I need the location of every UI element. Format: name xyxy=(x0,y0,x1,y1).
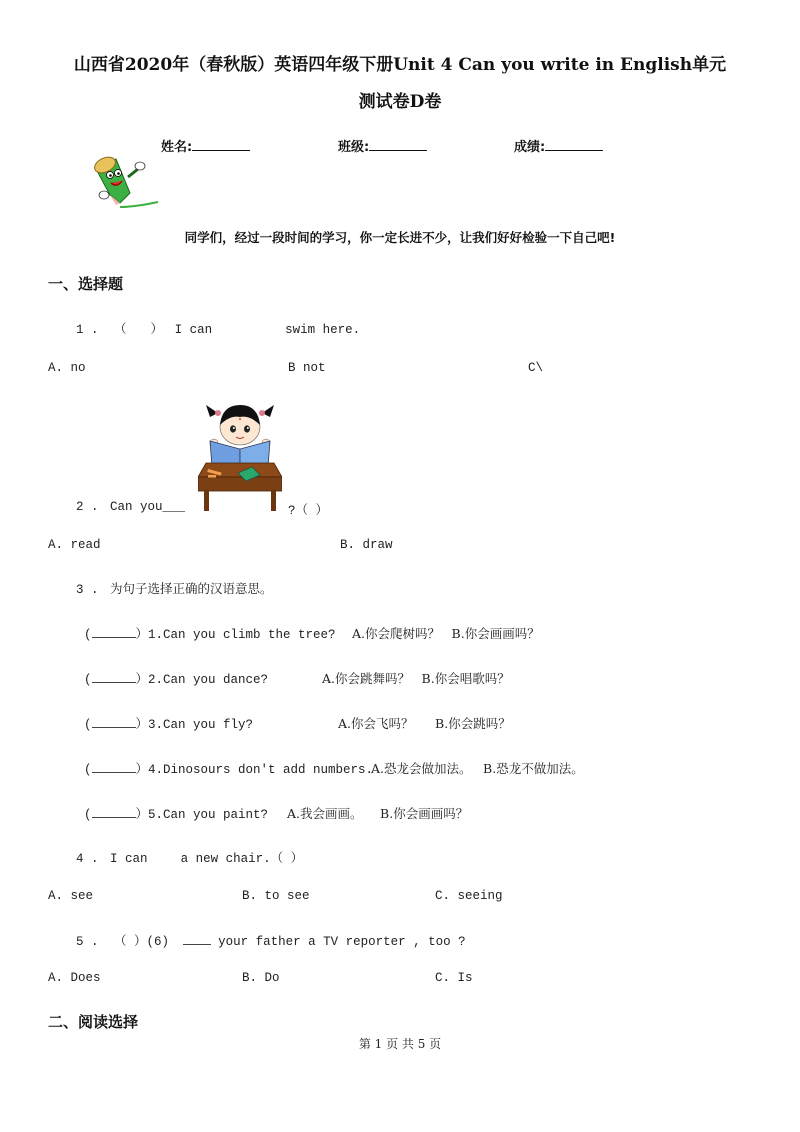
q1-stem-a: I can xyxy=(174,323,213,337)
q4-number: 4 . xyxy=(76,852,99,866)
intro-text: 同学们，经过一段时间的学习，你一定长进不少，让我们好好检验一下自己吧! xyxy=(184,230,616,245)
class-label: 班级: xyxy=(338,140,370,155)
q5-option-b[interactable]: B. Do xyxy=(242,971,280,985)
q4-stem-a: I can xyxy=(110,852,148,866)
question-4 xyxy=(76,848,303,866)
class-field[interactable] xyxy=(338,136,427,155)
page-footer: 第 1 页 共 5 页 xyxy=(358,1037,442,1051)
q3-item-1-a: A.你会爬树吗？ xyxy=(352,626,441,641)
q3-item-4-choices xyxy=(371,759,584,777)
girl-reading-image xyxy=(198,397,282,512)
q3-item-5: ( ）5.Can you paint? xyxy=(84,808,269,822)
q3-item-3-a: A.你会飞吗？ xyxy=(338,716,414,731)
name-label: 姓名: xyxy=(161,140,193,155)
q3-item-1-b: B.你会画画吗？ xyxy=(451,626,540,641)
q2-tail: ?（ ） xyxy=(288,504,329,518)
document-title-line1: 山西省2020年（春秋版）英语四年级下册Unit 4 Can you write in English单元 xyxy=(73,55,727,75)
q3-item-2-choices xyxy=(322,669,510,687)
pencil-mascot-icon xyxy=(90,155,160,213)
section-heading-choice: 一、选择题 xyxy=(48,275,124,293)
question-2 xyxy=(76,500,185,514)
q3-item-3-en: ）3.Can you fly? xyxy=(135,718,254,732)
q3-stem: 为句子选择正确的汉语意思。 xyxy=(110,581,273,596)
q3-item-5-b: B.你会画画吗？ xyxy=(380,806,469,821)
score-field[interactable] xyxy=(514,136,603,155)
document-title-line2: 测试卷D卷 xyxy=(358,92,442,112)
q3-number: 3 . xyxy=(76,583,99,597)
class-blank[interactable] xyxy=(369,138,427,151)
q4-option-c[interactable]: C. seeing xyxy=(435,889,503,903)
q4-option-a[interactable]: A. see xyxy=(48,889,94,903)
q3-item-1-choices xyxy=(352,624,540,642)
q2-number: 2 . xyxy=(76,500,99,514)
q5-blank[interactable] xyxy=(183,934,211,945)
q1-option-a[interactable]: A. no xyxy=(48,361,86,375)
q2-stem: Can you___ xyxy=(110,500,186,514)
q3-item-3: ( ）3.Can you fly? xyxy=(84,718,254,732)
q3-item-1-blank[interactable] xyxy=(92,627,136,638)
q3-item-3-blank[interactable] xyxy=(92,717,136,728)
q1-option-c[interactable]: C\ xyxy=(528,361,544,375)
q3-item-2-b: B.你会唱歌吗？ xyxy=(421,671,510,686)
section-heading-reading: 二、阅读选择 xyxy=(48,1013,139,1031)
q5-option-a[interactable]: A. Does xyxy=(48,971,101,985)
question-1 xyxy=(76,319,360,337)
score-label: 成绩: xyxy=(514,140,546,155)
q3-item-1-en: ）1.Can you climb the tree? xyxy=(135,628,336,642)
question-5 xyxy=(76,931,466,949)
q3-item-2: ( ）2.Can you dance? xyxy=(84,673,269,687)
q2-option-a[interactable]: A. read xyxy=(48,538,101,552)
q5-option-c[interactable]: C. Is xyxy=(435,971,473,985)
question-3 xyxy=(76,579,273,597)
q4-option-b[interactable]: B. to see xyxy=(242,889,310,903)
q3-item-4-a: A.恐龙会做加法。 xyxy=(371,761,472,776)
name-blank[interactable] xyxy=(192,138,250,151)
q3-item-2-en: ）2.Can you dance? xyxy=(135,673,269,687)
q3-item-4: ( ）4.Dinosours don't add numbers. xyxy=(84,763,374,777)
q1-number: 1 . xyxy=(76,323,99,337)
q3-item-3-b: B.你会跳吗？ xyxy=(435,716,511,731)
q3-item-4-en: ）4.Dinosours don't add numbers. xyxy=(135,763,374,777)
score-blank[interactable] xyxy=(545,138,603,151)
q3-item-4-b: B.恐龙不做加法。 xyxy=(483,761,584,776)
q1-paren-close: ） xyxy=(150,323,164,337)
q2-option-b[interactable]: B. draw xyxy=(340,538,393,552)
q3-item-2-a: A.你会跳舞吗？ xyxy=(322,671,411,686)
name-field[interactable] xyxy=(161,136,250,155)
q4-stem-b: a new chair.（ ） xyxy=(180,852,304,866)
q1-paren-open: （ xyxy=(114,323,127,337)
q3-item-5-en: ）5.Can you paint? xyxy=(135,808,269,822)
q1-stem-b: swim here. xyxy=(285,323,361,337)
q3-item-2-blank[interactable] xyxy=(92,672,136,683)
q5-stem-a: （ ）(6) xyxy=(114,935,170,949)
q3-item-3-choices xyxy=(338,714,511,732)
q5-stem-b: your father a TV reporter , too ? xyxy=(218,935,466,949)
q3-item-5-a: A.我会画画。 xyxy=(287,806,363,821)
q3-item-4-blank[interactable] xyxy=(92,762,136,773)
q3-item-5-blank[interactable] xyxy=(92,807,136,818)
q3-item-5-choices xyxy=(287,804,468,822)
q1-option-b[interactable]: B not xyxy=(288,361,326,375)
q5-number: 5 . xyxy=(76,935,99,949)
q3-item-1: ( ）1.Can you climb the tree? xyxy=(84,628,336,642)
